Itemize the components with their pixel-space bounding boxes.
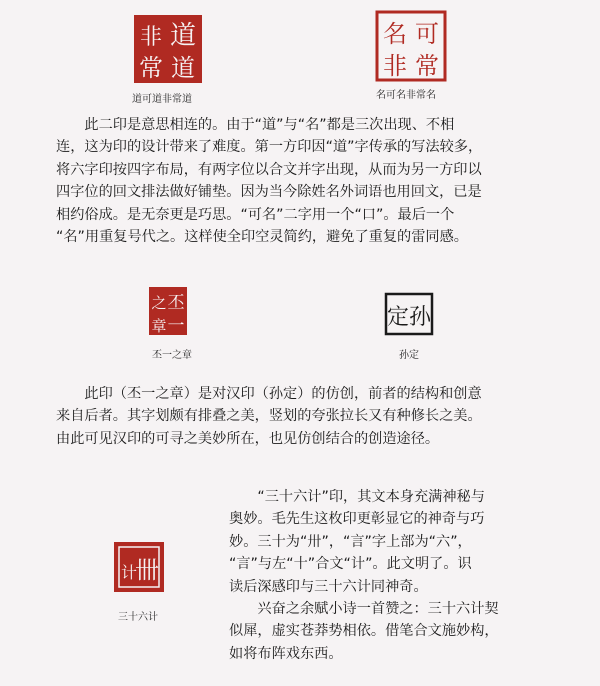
seal-pi-char: 章 xyxy=(151,317,167,335)
paragraph-line: 奥妙。毛先生这枚印更彰显它的神奇与巧 xyxy=(229,511,485,528)
seal-sanshi-char: 计 xyxy=(120,563,138,582)
paragraph-line: 四字位的回文排法做好铺垫。因为当今除姓名外词语也用回文，已是 xyxy=(56,184,482,201)
seal-dao-caption: 道可道非常道 xyxy=(132,94,192,105)
seal-dao-char: 非 xyxy=(139,25,163,50)
seal-pi-caption: 丕一之章 xyxy=(152,350,192,361)
paragraph-line: 将六字印按四字布局，有两字位以合文并字出现，从而为另一方印以 xyxy=(56,161,482,178)
paragraph-line: 如将布阵戏东西。 xyxy=(229,645,343,662)
paragraph-line: 此印（丕一之章）是对汉印（孙定）的仿创，前者的结构和创意 xyxy=(84,386,482,402)
paragraph-line: 似犀，虚实苍莽势相依。借笔合文施妙构， xyxy=(229,623,499,640)
seal-ming-char: 名 xyxy=(383,20,407,48)
seal-dao-char: 常 xyxy=(139,54,163,82)
seal-dao-char: 道 xyxy=(169,21,197,51)
seal-ming-caption: 名可名非常名 xyxy=(376,90,436,101)
paragraph-3 xyxy=(229,486,549,598)
paragraph-line: 此二印是意思相连的。由于“道”与“名”都是三次出现、不相 xyxy=(84,117,455,133)
seal-pi-char: 之 xyxy=(151,294,167,312)
seal-pi-char: 丕 xyxy=(167,293,185,313)
paragraph-line: 兴奋之余赋小诗一首赞之：三十六计契 xyxy=(257,601,499,617)
paragraph-1 xyxy=(56,114,538,248)
seal-sanshi-caption: 三十六计 xyxy=(118,612,158,623)
seal-ming-char: 常 xyxy=(415,52,439,80)
seal-pi-char: 一 xyxy=(167,316,185,336)
seal-ming-char: 非 xyxy=(383,52,407,80)
seal-sun-char: 孙 xyxy=(408,305,432,330)
paragraph-4 xyxy=(229,598,549,665)
seal-ming-char: 可 xyxy=(415,20,439,48)
seal-ming-image xyxy=(375,10,447,82)
paragraph-line: “名”用重复号代之。这样使全印空灵简约，避免了重复的雷同感。 xyxy=(56,229,468,246)
seal-sun-caption: 孙定 xyxy=(399,350,419,361)
paragraph-line: 相约俗成。是无奈更是巧思。“可名”二字用一个“口”。最后一个 xyxy=(56,206,455,223)
paragraph-line: 连，这为印的设计带来了难度。第一方印因“道”字传承的写法较多， xyxy=(56,139,483,156)
seal-sanshi-image xyxy=(112,540,166,594)
paragraph-2 xyxy=(56,383,538,450)
seal-dao-char: 道 xyxy=(171,54,195,82)
seal-dao-image xyxy=(133,14,203,84)
paragraph-line: “言”与左“十”合文“计”。此文明了。识 xyxy=(229,556,472,573)
seal-sun-image xyxy=(384,292,434,336)
seal-pi-image xyxy=(148,286,188,336)
paragraph-line: “三十六计”印，其文本身充满神秘与 xyxy=(257,489,485,505)
paragraph-line: 读后深感印与三十六计同神奇。 xyxy=(229,578,428,595)
paragraph-line: 由此可见汉印的可寻之美妙所在，也见仿创结合的创造途径。 xyxy=(56,430,440,447)
seal-sanshi-char: 卌 xyxy=(135,556,159,584)
seal-sun-char: 定 xyxy=(386,305,410,330)
paragraph-line: 妙。三十为“卅”，“言”字上部为“六”， xyxy=(229,533,472,550)
paragraph-line: 来自后者。其字划颇有排叠之美，竖划的夸张拉长又有种修长之美。 xyxy=(56,408,482,425)
